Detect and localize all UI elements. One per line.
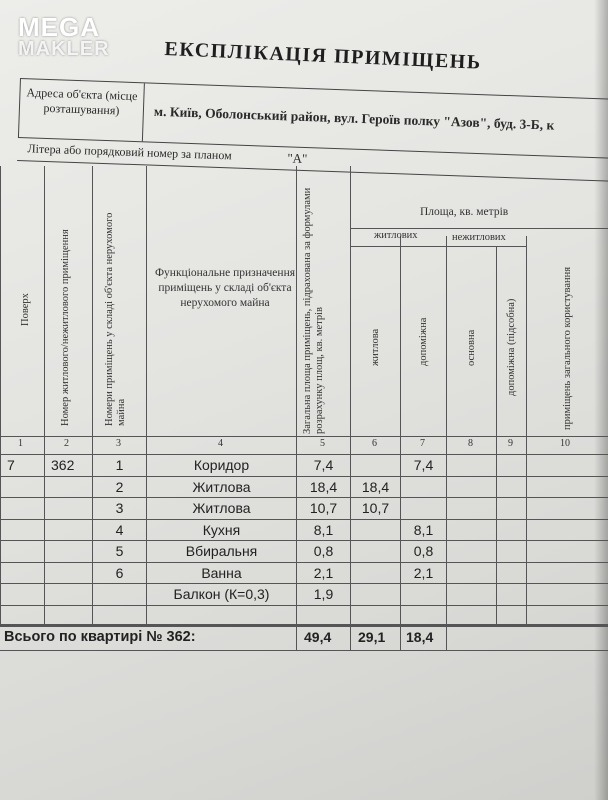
total-label: Всього по квартирі № 362: bbox=[4, 629, 196, 645]
total-row bbox=[0, 624, 608, 651]
cell-floor: 7 bbox=[1, 455, 45, 477]
watermark-line-1: MEGA bbox=[18, 12, 100, 42]
table-row bbox=[1, 541, 608, 563]
cell-empty bbox=[447, 584, 497, 606]
cell-empty bbox=[447, 498, 497, 520]
cell-room: 3 bbox=[93, 498, 147, 520]
cell-room bbox=[93, 584, 147, 606]
cell-empty bbox=[447, 476, 497, 498]
cell-floor bbox=[1, 498, 45, 520]
cell-name: Житлова bbox=[147, 476, 297, 498]
residential-head: житлових bbox=[374, 230, 418, 241]
cell-empty bbox=[497, 519, 527, 541]
table-row bbox=[1, 498, 608, 520]
cell-empty bbox=[447, 562, 497, 584]
cell-empty bbox=[527, 562, 608, 584]
cell-total: 10,7 bbox=[297, 498, 351, 520]
cell-apt bbox=[45, 541, 93, 563]
cell-total: 8,1 bbox=[297, 519, 351, 541]
col-border bbox=[446, 236, 447, 456]
colnum-4: 4 bbox=[218, 438, 223, 449]
cell-empty bbox=[497, 562, 527, 584]
cell-room: 6 bbox=[93, 562, 147, 584]
cell-aux bbox=[401, 476, 447, 498]
cell-total: 1,9 bbox=[297, 584, 351, 606]
col-border bbox=[350, 166, 351, 456]
cell-total: 2,1 bbox=[297, 562, 351, 584]
cell-living bbox=[351, 541, 401, 563]
table-row bbox=[1, 562, 608, 584]
litera-value: "А" bbox=[287, 150, 308, 167]
cell-floor bbox=[1, 519, 45, 541]
litera-label: Літера або порядковий номер за планом bbox=[27, 141, 232, 163]
col-total-head: Загальна площа приміщень, підрахована за формулами розрахунку площ, кв. метрів bbox=[302, 187, 325, 434]
colnum-7: 7 bbox=[420, 438, 425, 449]
auxiliary-head: допоміжна bbox=[418, 317, 429, 366]
area-group-head: Площа, кв. метрів bbox=[420, 206, 509, 218]
cell-room: 1 bbox=[93, 455, 147, 477]
cell-empty bbox=[527, 584, 608, 606]
cell-apt bbox=[45, 498, 93, 520]
total-area-value: 49,4 bbox=[304, 629, 332, 645]
cell-aux: 8,1 bbox=[401, 519, 447, 541]
cell-aux: 2,1 bbox=[401, 562, 447, 584]
cell-empty bbox=[527, 476, 608, 498]
watermark-line-2: MAKLER bbox=[18, 38, 110, 60]
cell-room: 5 bbox=[93, 541, 147, 563]
cell-apt bbox=[45, 476, 93, 498]
rooms-table bbox=[0, 454, 608, 627]
cell-empty bbox=[447, 541, 497, 563]
cell-empty bbox=[527, 455, 608, 477]
col-border bbox=[92, 166, 93, 456]
col-border bbox=[0, 166, 1, 456]
column-headers bbox=[0, 166, 608, 454]
colnum-5: 5 bbox=[320, 438, 325, 449]
colnum-10: 10 bbox=[560, 438, 570, 449]
total-living-value: 29,1 bbox=[358, 629, 386, 645]
aux-utility-head: допоміжна (підсобна) bbox=[506, 298, 517, 396]
cell-empty bbox=[447, 455, 497, 477]
cell-total: 7,4 bbox=[297, 455, 351, 477]
col-apt-head: Номер житлового/нежитлового приміщення bbox=[60, 229, 71, 426]
col-border bbox=[146, 166, 147, 456]
cell-empty bbox=[447, 519, 497, 541]
colnum-3: 3 bbox=[116, 438, 121, 449]
cell-name: Житлова bbox=[147, 498, 297, 520]
cell-apt bbox=[45, 519, 93, 541]
cell-empty bbox=[497, 476, 527, 498]
cell-name: Ванна bbox=[147, 562, 297, 584]
common-use-head: приміщень загального користування bbox=[562, 266, 573, 430]
colnum-divider bbox=[0, 436, 608, 437]
colnum-8: 8 bbox=[468, 438, 473, 449]
cell-empty bbox=[497, 584, 527, 606]
area-divider bbox=[350, 228, 608, 229]
colnum-9: 9 bbox=[508, 438, 513, 449]
cell-room: 4 bbox=[93, 519, 147, 541]
colnum-2: 2 bbox=[64, 438, 69, 449]
area-subdivider bbox=[350, 246, 526, 247]
table-row bbox=[1, 455, 608, 477]
col-floor-head: Поверх bbox=[20, 293, 31, 326]
cell-floor bbox=[1, 476, 45, 498]
col-border bbox=[496, 246, 497, 456]
cell-living: 10,7 bbox=[351, 498, 401, 520]
total-sep bbox=[446, 626, 447, 650]
total-sep bbox=[350, 626, 351, 650]
cell-name: Кухня bbox=[147, 519, 297, 541]
total-aux-value: 18,4 bbox=[406, 629, 434, 645]
cell-floor bbox=[1, 584, 45, 606]
cell-aux bbox=[401, 498, 447, 520]
cell-floor bbox=[1, 541, 45, 563]
cell-name: Балкон (К=0,3) bbox=[147, 584, 297, 606]
watermark-logo bbox=[18, 12, 110, 60]
cell-living bbox=[351, 455, 401, 477]
col-function-head: Функціональне призначення приміщень у складі об'єкта нерухомого майна bbox=[154, 267, 296, 309]
address-value: м. Київ, Оболонський район, вул. Героїв полку "Азов", буд. 3-Б, к bbox=[153, 103, 555, 133]
cell-room: 2 bbox=[93, 476, 147, 498]
cell-total: 0,8 bbox=[297, 541, 351, 563]
col-border bbox=[296, 166, 297, 456]
address-label: Адреса об'єкта (місце розташування) bbox=[18, 79, 145, 141]
cell-aux: 0,8 bbox=[401, 541, 447, 563]
living-head: житлова bbox=[370, 328, 381, 366]
cell-empty bbox=[497, 498, 527, 520]
total-sep bbox=[296, 626, 297, 650]
cell-apt bbox=[45, 584, 93, 606]
cell-empty bbox=[527, 498, 608, 520]
cell-name: Коридор bbox=[147, 455, 297, 477]
cell-total: 18,4 bbox=[297, 476, 351, 498]
nonresidential-head: нежитлових bbox=[452, 232, 506, 243]
col-border bbox=[526, 236, 527, 456]
total-sep bbox=[400, 626, 401, 650]
cell-living: 18,4 bbox=[351, 476, 401, 498]
cell-empty bbox=[527, 519, 608, 541]
main-head: основна bbox=[466, 329, 477, 366]
col-rooms-head: Номери приміщень у складі об'єкта нерухомого майна bbox=[104, 212, 127, 426]
cell-floor bbox=[1, 562, 45, 584]
cell-empty bbox=[497, 455, 527, 477]
cell-name: Вбиральня bbox=[147, 541, 297, 563]
cell-aux bbox=[401, 584, 447, 606]
table-row bbox=[1, 519, 608, 541]
cell-living bbox=[351, 519, 401, 541]
cell-apt: 362 bbox=[45, 455, 93, 477]
cell-aux: 7,4 bbox=[401, 455, 447, 477]
colnum-6: 6 bbox=[372, 438, 377, 449]
table-row bbox=[1, 476, 608, 498]
cell-living bbox=[351, 584, 401, 606]
col-border bbox=[400, 236, 401, 456]
document-title: ЕКСПЛІКАЦІЯ ПРИМІЩЕНЬ bbox=[164, 38, 483, 74]
cell-empty bbox=[497, 541, 527, 563]
table-row bbox=[1, 584, 608, 606]
cell-living bbox=[351, 562, 401, 584]
col-border bbox=[44, 166, 45, 456]
cell-apt bbox=[45, 562, 93, 584]
cell-empty bbox=[527, 541, 608, 563]
colnum-1: 1 bbox=[18, 438, 23, 449]
